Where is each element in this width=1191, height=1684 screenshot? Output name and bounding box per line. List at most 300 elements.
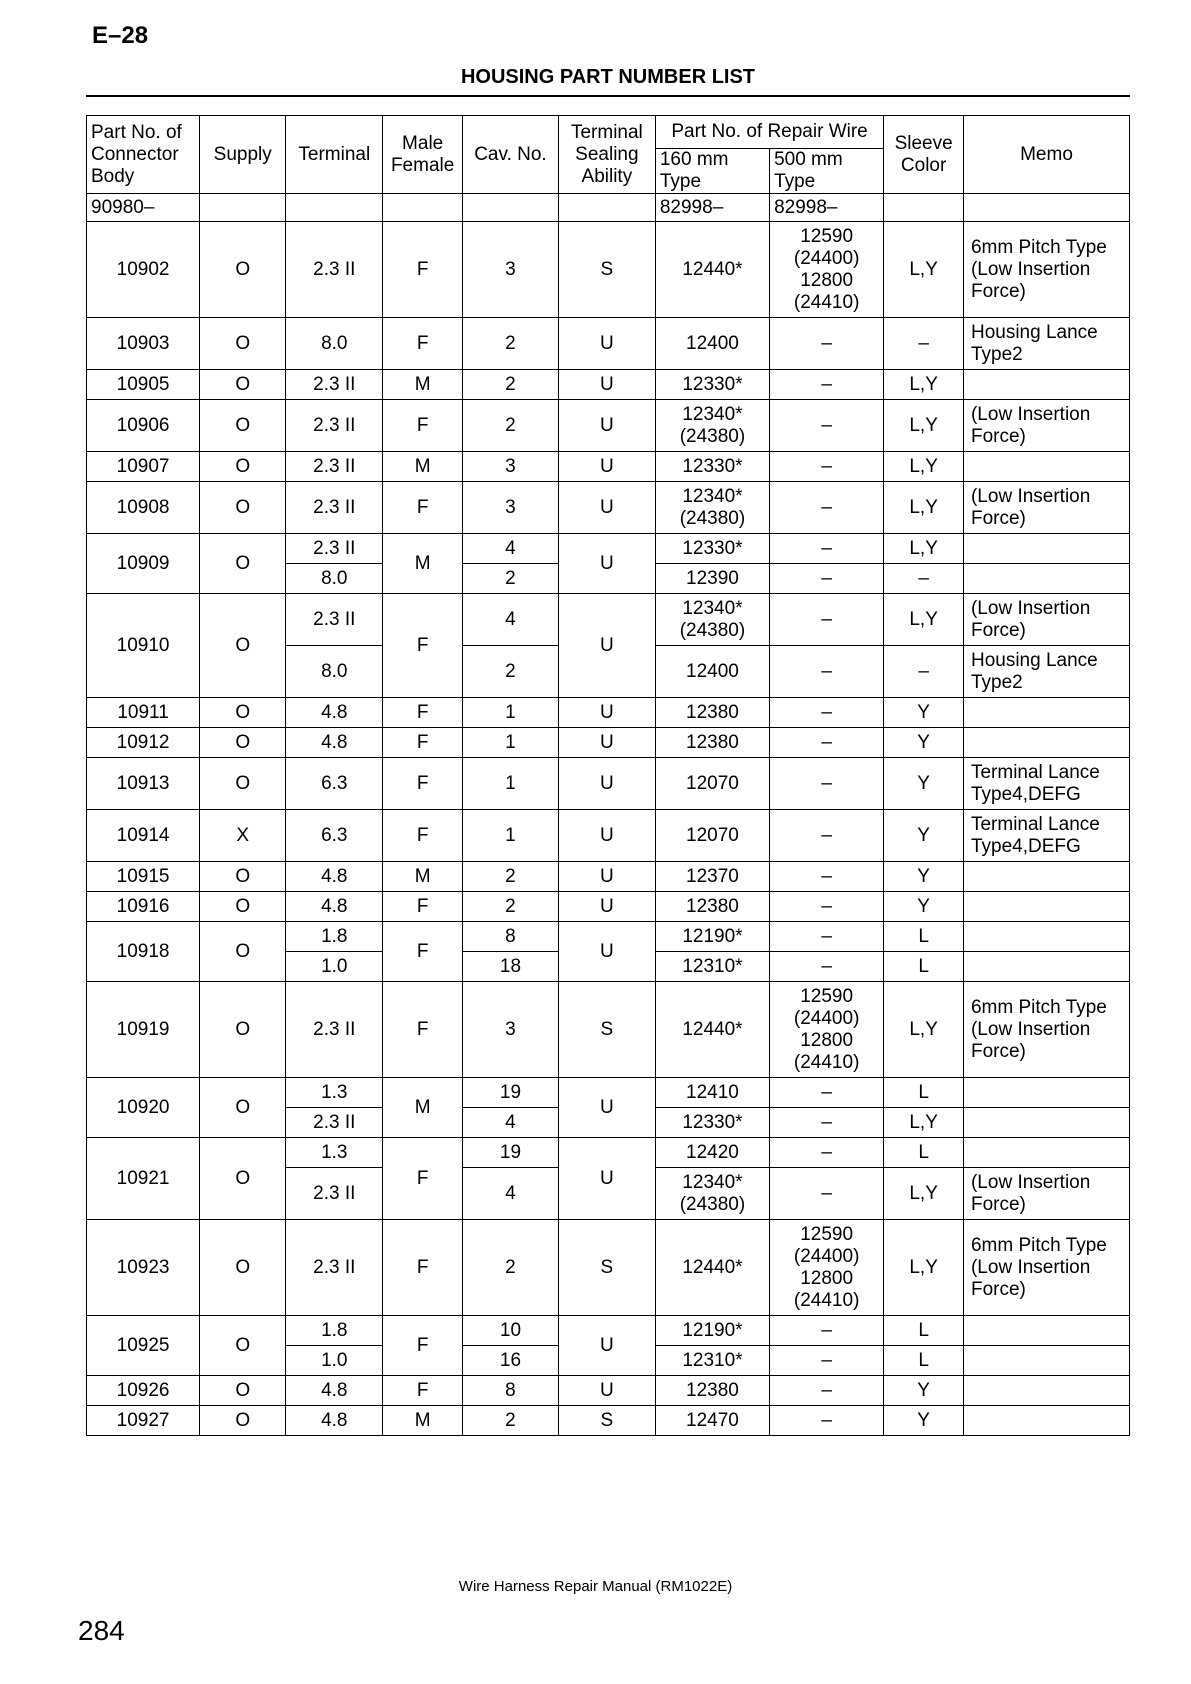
memo-cell-line: Force)	[970, 619, 1026, 641]
part-no-cell: 10915	[87, 862, 200, 892]
type500-cell	[770, 1376, 884, 1406]
sleeve-color-cell: L,Y	[884, 222, 964, 318]
cav-no-cell: 19	[463, 1078, 559, 1108]
type160-cell	[655, 1346, 769, 1376]
sleeve-color-cell: Y	[884, 728, 964, 758]
memo-cell	[963, 728, 1129, 758]
col-header-part-no: Part No. of Connector Body	[87, 116, 200, 194]
male-female-cell: F	[383, 594, 463, 698]
type500-cell-line: –	[821, 955, 832, 977]
type500-cell-line: (24400)	[793, 247, 860, 269]
memo-cell-line: Housing Lance	[970, 649, 1098, 671]
type160-cell	[655, 482, 769, 534]
male-female-cell: F	[383, 1220, 463, 1316]
table-row	[87, 892, 1130, 922]
terminal-cell: 4.8	[286, 862, 383, 892]
table-row	[87, 1078, 1130, 1108]
type500-cell	[770, 1316, 884, 1346]
male-female-cell: M	[383, 862, 463, 892]
male-female-cell: F	[383, 698, 463, 728]
male-female-cell: F	[383, 400, 463, 452]
terminal-cell: 2.3 II	[286, 452, 383, 482]
table-row	[87, 758, 1130, 810]
part-no-cell: 10927	[87, 1406, 200, 1436]
part-no-cell: 10914	[87, 810, 200, 862]
part-no-cell: 10916	[87, 892, 200, 922]
terminal-cell: 1.8	[286, 922, 383, 952]
supply-cell: O	[200, 1406, 286, 1436]
type160-cell	[655, 564, 769, 594]
supply-cell: O	[200, 452, 286, 482]
memo-cell-line: Type4,DEFG	[970, 835, 1081, 857]
part-no-cell: 10919	[87, 982, 200, 1078]
table-row	[87, 698, 1130, 728]
type500-cell	[770, 1078, 884, 1108]
memo-cell-line: Force)	[970, 507, 1026, 529]
type500-cell	[770, 1346, 884, 1376]
type500-cell-line: –	[821, 1081, 832, 1103]
type160-cell-line: 12400	[686, 332, 739, 354]
type160-cell-line: 12420	[686, 1141, 739, 1163]
sleeve-color-cell: L	[884, 1346, 964, 1376]
type500-cell-line: 12590	[800, 1223, 854, 1245]
type160-cell	[655, 400, 769, 452]
type500-cell-line: –	[821, 772, 832, 794]
type500-cell	[770, 370, 884, 400]
memo-cell-line: (Low Insertion	[970, 485, 1091, 507]
type160-cell	[655, 646, 769, 698]
sleeve-color-cell: Y	[884, 758, 964, 810]
part-no-cell: 10908	[87, 482, 200, 534]
cav-no-cell: 2	[463, 370, 559, 400]
type160-cell-line: 12330*	[682, 455, 743, 477]
supply-cell: O	[200, 892, 286, 922]
terminal-cell: 1.0	[286, 952, 383, 982]
sleeve-color-cell: L,Y	[884, 400, 964, 452]
terminal-cell: 2.3 II	[286, 982, 383, 1078]
sealing-cell: U	[558, 1316, 655, 1376]
supply-cell: O	[200, 922, 286, 982]
type160-cell	[655, 370, 769, 400]
table-row	[87, 810, 1130, 862]
cav-no-cell: 4	[463, 1168, 559, 1220]
type160-cell-line: 12440*	[682, 1018, 743, 1040]
terminal-cell: 2.3 II	[286, 400, 383, 452]
type160-cell-line: 12070	[686, 772, 739, 794]
sleeve-color-cell: –	[884, 564, 964, 594]
terminal-cell: 8.0	[286, 564, 383, 594]
table-row	[87, 222, 1130, 318]
part-no-cell: 10903	[87, 318, 200, 370]
type500-cell-line: 12800	[800, 269, 854, 291]
type160-prefix: 82998–	[655, 194, 769, 222]
memo-cell-line: (Low Insertion	[970, 1256, 1091, 1278]
memo-cell	[963, 758, 1129, 810]
male-female-cell: F	[383, 222, 463, 318]
sleeve-color-cell: –	[884, 318, 964, 370]
type160-cell-line: 12440*	[682, 258, 743, 280]
supply-cell: O	[200, 1376, 286, 1406]
page-title: HOUSING PART NUMBER LIST	[460, 66, 756, 88]
male-female-cell: M	[383, 370, 463, 400]
sleeve-color-cell: L	[884, 922, 964, 952]
memo-cell-line: Type4,DEFG	[970, 783, 1081, 805]
supply-cell: O	[200, 1316, 286, 1376]
memo-cell	[963, 1316, 1129, 1346]
type160-cell	[655, 594, 769, 646]
memo-cell	[963, 1346, 1129, 1376]
memo-cell-line: Force)	[970, 1278, 1026, 1300]
memo-cell	[963, 1220, 1129, 1316]
sealing-cell: U	[558, 758, 655, 810]
table-row	[87, 982, 1130, 1078]
type160-cell	[655, 892, 769, 922]
memo-cell-line: Force)	[970, 1040, 1026, 1062]
table-row	[87, 452, 1130, 482]
cav-no-cell: 2	[463, 400, 559, 452]
sealing-cell: U	[558, 318, 655, 370]
table-row	[87, 922, 1130, 952]
type500-cell	[770, 810, 884, 862]
sealing-cell: U	[558, 1138, 655, 1220]
type160-cell	[655, 862, 769, 892]
type500-cell	[770, 892, 884, 922]
male-female-cell: F	[383, 922, 463, 982]
part-no-cell: 10906	[87, 400, 200, 452]
type500-cell	[770, 1108, 884, 1138]
supply-cell: O	[200, 1078, 286, 1138]
memo-cell	[963, 892, 1129, 922]
type160-cell-line: 12400	[686, 660, 739, 682]
type500-cell-line: (24410)	[793, 291, 860, 313]
sleeve-color-cell: L,Y	[884, 594, 964, 646]
male-female-cell: M	[383, 1406, 463, 1436]
terminal-cell: 1.8	[286, 1316, 383, 1346]
table-row	[87, 1138, 1130, 1168]
type500-cell-line: –	[821, 1319, 832, 1341]
cav-no-cell: 2	[463, 862, 559, 892]
part-no-cell: 10925	[87, 1316, 200, 1376]
part-no-prefix: 90980–	[87, 194, 200, 222]
type500-cell	[770, 922, 884, 952]
type500-cell	[770, 952, 884, 982]
type160-cell-line: 12440*	[682, 1256, 743, 1278]
male-female-cell: F	[383, 482, 463, 534]
part-no-cell: 10923	[87, 1220, 200, 1316]
type500-cell-line: –	[821, 332, 832, 354]
part-no-cell: 10907	[87, 452, 200, 482]
type160-cell	[655, 318, 769, 370]
cav-no-cell: 1	[463, 698, 559, 728]
memo-cell	[963, 922, 1129, 952]
type160-cell	[655, 1316, 769, 1346]
type500-cell-line: –	[821, 496, 832, 518]
type500-cell	[770, 1220, 884, 1316]
type500-cell-line: –	[821, 1409, 832, 1431]
terminal-cell: 8.0	[286, 646, 383, 698]
cav-no-cell: 2	[463, 1406, 559, 1436]
sleeve-color-cell: L	[884, 952, 964, 982]
part-no-cell: 10926	[87, 1376, 200, 1406]
sealing-cell: U	[558, 534, 655, 594]
memo-cell-line: Housing Lance	[970, 321, 1098, 343]
part-no-cell: 10921	[87, 1138, 200, 1220]
col-header-memo: Memo	[963, 116, 1129, 194]
table-row	[87, 594, 1130, 646]
memo-cell	[963, 222, 1129, 318]
terminal-cell: 2.3 II	[286, 1168, 383, 1220]
cav-no-cell: 2	[463, 1220, 559, 1316]
type500-cell	[770, 482, 884, 534]
male-female-cell: F	[383, 318, 463, 370]
type500-cell-line: –	[821, 660, 832, 682]
col-header-terminal: Terminal	[286, 116, 383, 194]
type500-cell-line: –	[821, 824, 832, 846]
type160-cell-line: 12410	[686, 1081, 739, 1103]
sealing-cell: U	[558, 728, 655, 758]
memo-cell	[963, 594, 1129, 646]
type160-cell	[655, 222, 769, 318]
part-no-cell: 10918	[87, 922, 200, 982]
terminal-cell: 2.3 II	[286, 482, 383, 534]
memo-cell	[963, 318, 1129, 370]
terminal-cell: 6.3	[286, 758, 383, 810]
male-female-cell: F	[383, 728, 463, 758]
part-no-cell: 10911	[87, 698, 200, 728]
memo-cell-line: Force)	[970, 280, 1026, 302]
type500-cell-line: –	[821, 1379, 832, 1401]
cav-no-cell: 8	[463, 1376, 559, 1406]
cav-no-cell: 4	[463, 534, 559, 564]
male-female-cell: F	[383, 1376, 463, 1406]
memo-cell-line: (Low Insertion	[970, 1171, 1091, 1193]
type500-cell-line: 12800	[800, 1267, 854, 1289]
cav-no-cell: 8	[463, 922, 559, 952]
memo-cell	[963, 1078, 1129, 1108]
type500-cell	[770, 452, 884, 482]
supply-cell: O	[200, 370, 286, 400]
type160-cell-line: 12380	[686, 701, 739, 723]
terminal-cell: 6.3	[286, 810, 383, 862]
terminal-cell: 2.3 II	[286, 1108, 383, 1138]
memo-cell	[963, 482, 1129, 534]
memo-cell	[963, 1376, 1129, 1406]
memo-cell-line: (Low Insertion	[970, 597, 1091, 619]
table-row	[87, 318, 1130, 370]
sleeve-color-cell: Y	[884, 1376, 964, 1406]
type500-cell-line: –	[821, 373, 832, 395]
sealing-cell: S	[558, 1220, 655, 1316]
page-number: 284	[78, 1615, 125, 1646]
sleeve-color-cell: Y	[884, 862, 964, 892]
type500-cell	[770, 862, 884, 892]
table-row	[87, 534, 1130, 564]
col-header-160mm: 160 mm Type	[655, 149, 769, 194]
part-no-cell: 10905	[87, 370, 200, 400]
type500-cell-line: –	[821, 731, 832, 753]
male-female-cell: F	[383, 1138, 463, 1220]
male-female-cell: F	[383, 982, 463, 1078]
sleeve-color-cell: L,Y	[884, 452, 964, 482]
type160-cell-line: 12340*	[682, 485, 743, 507]
type160-cell	[655, 698, 769, 728]
part-no-cell: 10909	[87, 534, 200, 594]
terminal-cell: 8.0	[286, 318, 383, 370]
cav-no-cell: 3	[463, 482, 559, 534]
type160-cell-line: 12310*	[682, 1349, 743, 1371]
sealing-cell: S	[558, 1406, 655, 1436]
cav-no-cell: 3	[463, 222, 559, 318]
section-code: E–28	[92, 22, 149, 49]
supply-cell: O	[200, 1138, 286, 1220]
sealing-cell: U	[558, 892, 655, 922]
footer-manual-title: Wire Harness Repair Manual (RM1022E)	[458, 1578, 733, 1595]
cav-no-cell: 18	[463, 952, 559, 982]
memo-cell	[963, 810, 1129, 862]
type160-cell-line: 12190*	[682, 925, 743, 947]
sealing-cell: U	[558, 810, 655, 862]
type160-cell-line: 12340*	[682, 597, 743, 619]
type500-cell-line: –	[821, 1182, 832, 1204]
type160-cell-line: (24380)	[679, 425, 746, 447]
memo-cell	[963, 1108, 1129, 1138]
supply-cell: O	[200, 534, 286, 594]
cav-no-cell: 2	[463, 892, 559, 922]
memo-cell	[963, 400, 1129, 452]
type500-cell-line: –	[821, 537, 832, 559]
part-no-cell: 10920	[87, 1078, 200, 1138]
sealing-cell: U	[558, 1376, 655, 1406]
type500-cell-line: –	[821, 567, 832, 589]
type160-cell-line: 12190*	[682, 1319, 743, 1341]
memo-cell	[963, 698, 1129, 728]
type160-cell-line: 12390	[686, 567, 739, 589]
type500-cell-line: 12590	[800, 985, 854, 1007]
memo-cell-line: Terminal Lance	[970, 761, 1100, 783]
terminal-cell: 4.8	[286, 892, 383, 922]
cav-no-cell: 4	[463, 594, 559, 646]
sealing-cell: U	[558, 922, 655, 982]
cav-no-cell: 1	[463, 758, 559, 810]
col-header-repair-wire: Part No. of Repair Wire	[655, 116, 883, 149]
memo-cell	[963, 862, 1129, 892]
terminal-cell: 2.3 II	[286, 222, 383, 318]
memo-cell-line: Force)	[970, 1193, 1026, 1215]
supply-cell: O	[200, 594, 286, 698]
supply-cell: O	[200, 862, 286, 892]
cav-no-cell: 16	[463, 1346, 559, 1376]
type500-cell-line: –	[821, 1349, 832, 1371]
cav-no-cell: 3	[463, 982, 559, 1078]
sealing-cell: U	[558, 370, 655, 400]
sleeve-color-cell: L,Y	[884, 1108, 964, 1138]
type160-cell-line: 12370	[686, 865, 739, 887]
male-female-cell: M	[383, 1078, 463, 1138]
supply-cell: O	[200, 1220, 286, 1316]
sleeve-color-cell: Y	[884, 1406, 964, 1436]
type160-cell-line: 12310*	[682, 955, 743, 977]
type500-cell-line: (24400)	[793, 1245, 860, 1267]
type160-cell-line: 12380	[686, 731, 739, 753]
sleeve-color-cell: L,Y	[884, 482, 964, 534]
sealing-cell: U	[558, 400, 655, 452]
type500-cell	[770, 400, 884, 452]
memo-cell	[963, 952, 1129, 982]
type160-cell-line: (24380)	[679, 507, 746, 529]
col-header-male-female: Male Female	[383, 116, 463, 194]
type160-cell-line: (24380)	[679, 619, 746, 641]
type500-prefix: 82998–	[770, 194, 884, 222]
sleeve-color-cell: L,Y	[884, 1168, 964, 1220]
memo-cell	[963, 1406, 1129, 1436]
type160-cell	[655, 1078, 769, 1108]
memo-cell-line: (Low Insertion	[970, 258, 1091, 280]
type160-cell-line: (24380)	[679, 1193, 746, 1215]
type160-cell	[655, 728, 769, 758]
type160-cell	[655, 1406, 769, 1436]
type160-cell-line: 12330*	[682, 373, 743, 395]
terminal-cell: 4.8	[286, 1376, 383, 1406]
type500-cell-line: –	[821, 925, 832, 947]
sealing-cell: U	[558, 862, 655, 892]
type500-cell-line: (24410)	[793, 1289, 860, 1311]
part-no-cell: 10912	[87, 728, 200, 758]
cav-no-cell: 3	[463, 452, 559, 482]
memo-cell-line: (Low Insertion	[970, 1018, 1091, 1040]
supply-cell: O	[200, 728, 286, 758]
type160-cell	[655, 952, 769, 982]
part-no-cell: 10902	[87, 222, 200, 318]
col-header-500mm: 500 mm Type	[770, 149, 884, 194]
type160-cell	[655, 810, 769, 862]
terminal-cell: 2.3 II	[286, 594, 383, 646]
memo-cell	[963, 564, 1129, 594]
table-row	[87, 370, 1130, 400]
cav-no-cell: 2	[463, 646, 559, 698]
type500-cell	[770, 222, 884, 318]
type160-cell-line: 12340*	[682, 1171, 743, 1193]
sleeve-color-cell: Y	[884, 810, 964, 862]
cav-no-cell: 1	[463, 810, 559, 862]
type160-cell	[655, 982, 769, 1078]
type500-cell	[770, 758, 884, 810]
memo-cell-line: (Low Insertion	[970, 403, 1091, 425]
terminal-cell: 4.8	[286, 698, 383, 728]
terminal-cell: 2.3 II	[286, 1220, 383, 1316]
supply-cell: O	[200, 698, 286, 728]
type160-cell	[655, 1220, 769, 1316]
prefix-row	[87, 194, 1130, 222]
type160-cell	[655, 534, 769, 564]
type500-cell	[770, 1168, 884, 1220]
table-row	[87, 1220, 1130, 1316]
table-row	[87, 862, 1130, 892]
type160-cell	[655, 452, 769, 482]
terminal-cell: 2.3 II	[286, 534, 383, 564]
type500-cell-line: –	[821, 1141, 832, 1163]
type500-cell-line: –	[821, 701, 832, 723]
supply-cell: O	[200, 758, 286, 810]
type500-cell	[770, 698, 884, 728]
type500-cell-line: 12800	[800, 1029, 854, 1051]
cav-no-cell: 1	[463, 728, 559, 758]
type500-cell	[770, 318, 884, 370]
cav-no-cell: 2	[463, 318, 559, 370]
sealing-cell: U	[558, 698, 655, 728]
memo-cell	[963, 370, 1129, 400]
male-female-cell: F	[383, 810, 463, 862]
sealing-cell: U	[558, 482, 655, 534]
